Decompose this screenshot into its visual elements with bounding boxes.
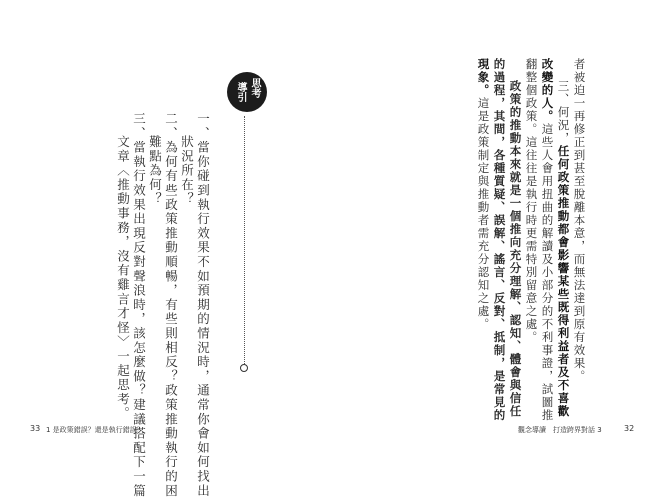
right-running-footer: 觀念導讀 打造跨界對話 3 (518, 426, 602, 434)
body-column (541, 58, 553, 422)
question-line: 二、為何有些政策推動順暢，有些則相反？政策推動執行的困 (163, 112, 179, 498)
body-column-bold: 的過程，其間，各種質疑、誤解、謠言、反對、抵制，是常見的 (492, 58, 507, 422)
body-bold-text: 現象。 (476, 58, 491, 97)
badge-line-1: 思考 (249, 78, 260, 98)
body-column (557, 80, 569, 418)
body-bold-text: 任何政策推動都會影響某些既得利益者及不喜歡 (556, 145, 571, 418)
body-text: 三、何況， (556, 80, 571, 145)
end-circle-ornament (240, 364, 248, 372)
question-line: 一、當你碰到執行效果不如預期的情況時，通常你會如何找出 (195, 112, 211, 498)
body-text: 這些人會用扭曲的解讀及小部分的不利事證，試圖推 (540, 123, 555, 422)
question-line: 狀況所在？ (179, 135, 195, 207)
body-text: 這是政策制定與推動者需充分認知之處。 (476, 97, 491, 331)
body-column: 翻整個政策。這往往是執行時更需特別留意之處。 (524, 58, 539, 344)
body-bold-text: 改變的人。 (540, 58, 555, 123)
left-running-footer: 1 是政策錯誤？還是執行錯誤？ (46, 426, 144, 434)
body-column (477, 58, 489, 331)
question-line: 難點為何？ (147, 135, 163, 207)
left-page-number: 33 (30, 424, 41, 433)
question-line: 三、當執行效果出現反對聲浪時，該怎麼做？建議搭配下一篇 (131, 112, 147, 498)
body-column: 者被迫一再修正到甚至脫離本意，而無法達到原有效果。 (572, 58, 587, 383)
badge-line-2: 導引 (235, 82, 246, 102)
thinking-guide-badge (227, 72, 267, 112)
right-page-number: 32 (624, 424, 635, 433)
body-column-bold: 政策的推動本來就是一個推向充分理解、認知、體會與信任 (508, 80, 523, 418)
dotted-divider (244, 116, 245, 366)
question-line: 文章〈推動事務，沒有雞言才怪〉一起思考。 (115, 135, 131, 421)
